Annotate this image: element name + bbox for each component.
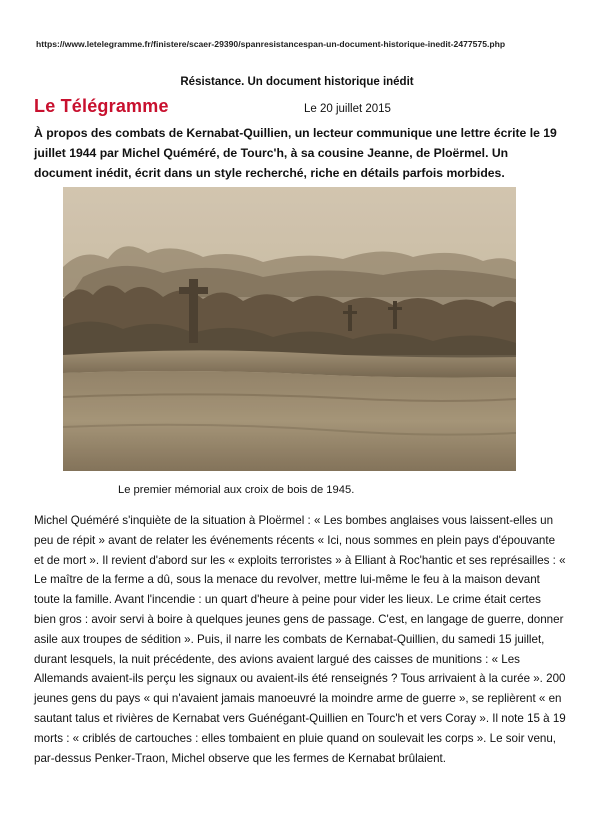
publication-logo: Le Télégramme <box>34 96 169 116</box>
article-lead: À propos des combats de Kernabat-Quillien, un lecteur communique une lettre écrite le 19 juillet 1944 par Michel Quéméré, de Tourc'h, à sa cousine Jeanne, de Ploërmel. Un document inédit, écrit dans un style recherché, riche en détails parfois morbides. <box>34 126 557 180</box>
publication-date: Le 20 juillet 2015 <box>304 103 391 115</box>
photo-caption: Le premier mémorial aux croix de bois de 1945. <box>118 484 355 496</box>
memorial-photo <box>63 187 516 471</box>
article-headline: Résistance. Un document historique inédit <box>180 76 414 88</box>
source-url[interactable]: https://www.letelegramme.fr/finistere/scaer-29390/spanresistancespan-un-document-historique-inedit-2477575.php <box>36 39 506 49</box>
article-body: Michel Quéméré s'inquiète de la situation à Ploërmel : « Les bombes anglaises vous laissent-elles un peu de répit » avant de relater les événements récents « Ici, nous sommes en plein pays d'épouvante et de mort ». Il revient d'abord sur les « exploits terroristes » à Elliant à Roc'hantic et ses représailles : « Le maître de la ferme a dû, sous la menace du revolver, mettre lui-même le feu à la maison devant toute la famille. Avant l'incendie : un quart d'heure à peine pour vider les lieux. Le crime était certes bien gros : avoir servi à boire à quelques jeunes gens de passage. C'est, en langage de guerre, donner asile aux troupes de sédition ». Puis, il narre les combats de Kernabat-Quillien, du samedi 15 juillet, durant lesquels, la nuit précédente, des avions avaient largué des caisses de munitions : « Les Allemands avaient-ils perçu les signaux ou avaient-ils été renseignés ? Tous arrivaient à la curée ». 200 jeunes gens du pays « qui n'avaient jamais manoeuvré la moindre arme de guerre », se replièrent « en sautant talus et rivières de Kernabat vers Guénégant-Quillien en Tourc'h et vers Coray ». Il note 15 à 19 morts : « criblés de cartouches : elles tombaient en pluie quand on soulevait les corps ». Le soir venu, par-dessus Penker-Traon, Michel observe que les fermes de Kernabat brûlaient. <box>34 514 566 765</box>
